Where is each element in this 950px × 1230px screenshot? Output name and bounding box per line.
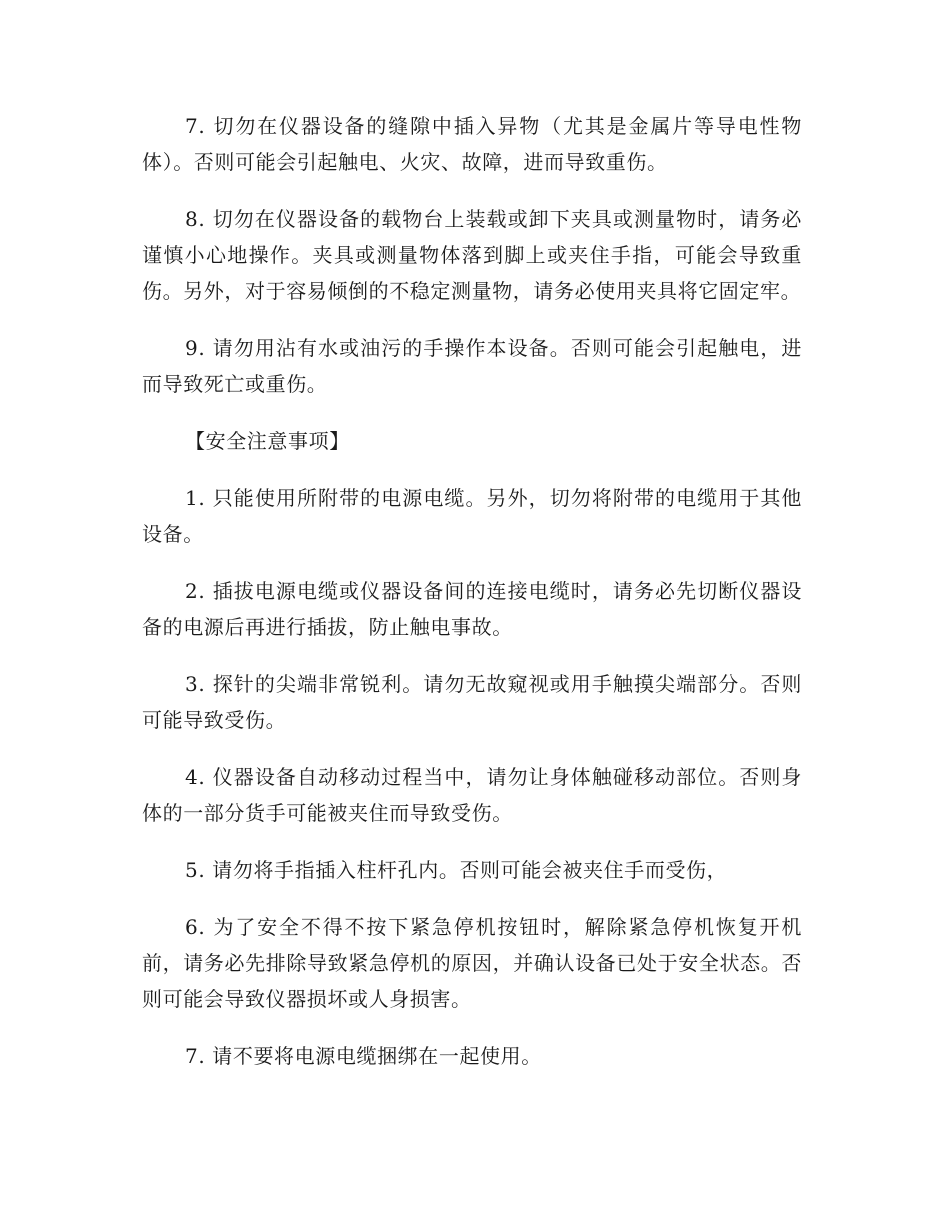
paragraph-item-8: 8. 切勿在仪器设备的载物台上装载或卸下夹具或测量物时，请务必谨慎小心地操作。夹具或测量物体落到脚上或夹住手指，可能会导致重伤。另外，对于容易倾倒的不稳定测量物，请务必使用夹具将它固定牢。	[142, 207, 802, 303]
safety-item-2: 2. 插拔电源电缆或仪器设备间的连接电缆时，请务必先切断仪器设备的电源后再进行插拔，防止触电事故。	[142, 579, 802, 639]
section-heading: 【安全注意事项】	[185, 429, 350, 453]
paragraph-item-7: 7. 切勿在仪器设备的缝隙中插入异物（尤其是金属片等导电性物体）。否则可能会引起触电、火灾、故障，进而导致重伤。	[142, 114, 802, 174]
safety-item-7: 7. 请不要将电源电缆捆绑在一起使用。	[185, 1044, 542, 1068]
safety-item-1: 1. 只能使用所附带的电源电缆。另外，切勿将附带的电缆用于其他设备。	[142, 486, 802, 546]
safety-item-5: 5. 请勿将手指插入柱杆孔内。否则可能会被夹住手而受伤，	[185, 858, 728, 882]
safety-item-4: 4. 仪器设备自动移动过程当中，请勿让身体触碰移动部位。否则身体的一部分货手可能被夹住而导致受伤。	[142, 765, 802, 825]
document-body	[142, 108, 802, 1095]
paragraph-item-9: 9. 请勿用沾有水或油污的手操作本设备。否则可能会引起触电，进而导致死亡或重伤。	[142, 336, 802, 396]
safety-item-3: 3. 探针的尖端非常锐利。请勿无故窥视或用手触摸尖端部分。否则可能导致受伤。	[142, 672, 802, 732]
safety-item-6: 6. 为了安全不得不按下紧急停机按钮时，解除紧急停机恢复开机前，请务必先排除导致紧急停机的原因，并确认设备已处于安全状态。否则可能会导致仪器损坏或人身损害。	[142, 915, 802, 1011]
